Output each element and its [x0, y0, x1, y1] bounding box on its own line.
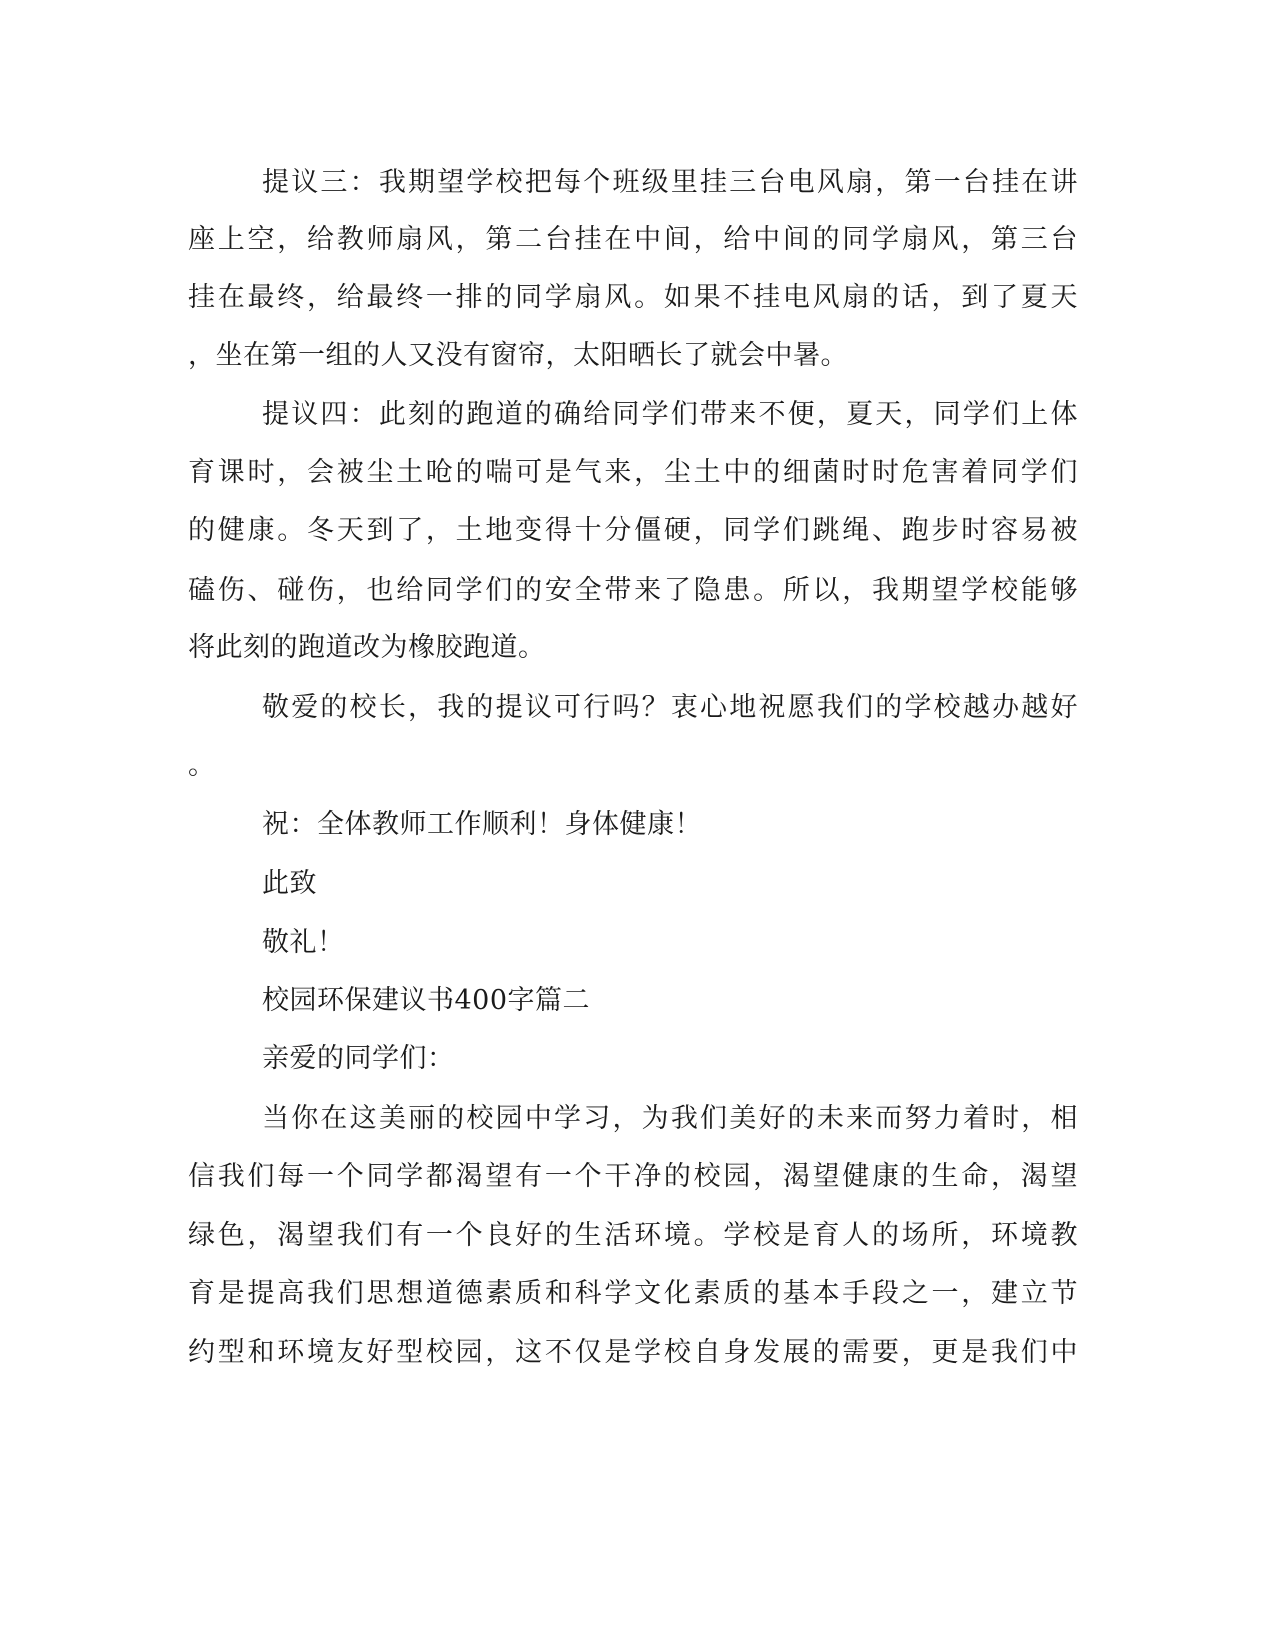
text-line: 的健康。冬天到了，土地变得十分僵硬，同学们跳绳、跑步时容易被 — [188, 515, 1078, 546]
text-line: 磕伤、碰伤，也给同学们的安全带来了隐患。所以，我期望学校能够 — [188, 575, 1078, 606]
text-line: 敬爱的校长，我的提议可行吗？衷心地祝愿我们的学校越办越好 — [262, 692, 1078, 723]
text-line: 座上空，给教师扇风，第二台挂在中间，给中间的同学扇风，第三台 — [188, 224, 1078, 255]
text-line: 育课时，会被尘土呛的喘可是气来，尘土中的细菌时时危害着同学们 — [188, 457, 1078, 488]
text-line: 绿色，渴望我们有一个良好的生活环境。学校是育人的场所，环境教 — [188, 1220, 1078, 1251]
text-line: 祝：全体教师工作顺利！身体健康！ — [262, 809, 702, 840]
text-line: 挂在最终，给最终一排的同学扇风。如果不挂电风扇的话，到了夏天 — [188, 282, 1078, 313]
text-line: 此致 — [262, 868, 317, 899]
text-line: 信我们每一个同学都渴望有一个干净的校园，渴望健康的生命，渴望 — [188, 1161, 1078, 1192]
text-line: 约型和环境友好型校园，这不仅是学校自身发展的需要，更是我们中 — [188, 1337, 1078, 1368]
text-line: ，坐在第一组的人又没有窗帘，太阳晒长了就会中暑。 — [188, 340, 848, 371]
section-heading: 校园环保建议书400字篇二 — [262, 985, 591, 1016]
text-line: 提议三：我期望学校把每个班级里挂三台电风扇，第一台挂在讲 — [262, 167, 1078, 198]
text-line: 将此刻的跑道改为橡胶跑道。 — [188, 632, 546, 663]
text-line: 提议四：此刻的跑道的确给同学们带来不便，夏天，同学们上体 — [262, 399, 1078, 430]
text-line: 育是提高我们思想道德素质和科学文化素质的基本手段之一，建立节 — [188, 1278, 1078, 1309]
text-line: 。 — [188, 750, 216, 781]
salutation: 亲爱的同学们： — [262, 1043, 455, 1074]
text-line: 当你在这美丽的校园中学习，为我们美好的未来而努力着时，相 — [262, 1103, 1078, 1134]
text-line: 敬礼！ — [262, 927, 345, 958]
